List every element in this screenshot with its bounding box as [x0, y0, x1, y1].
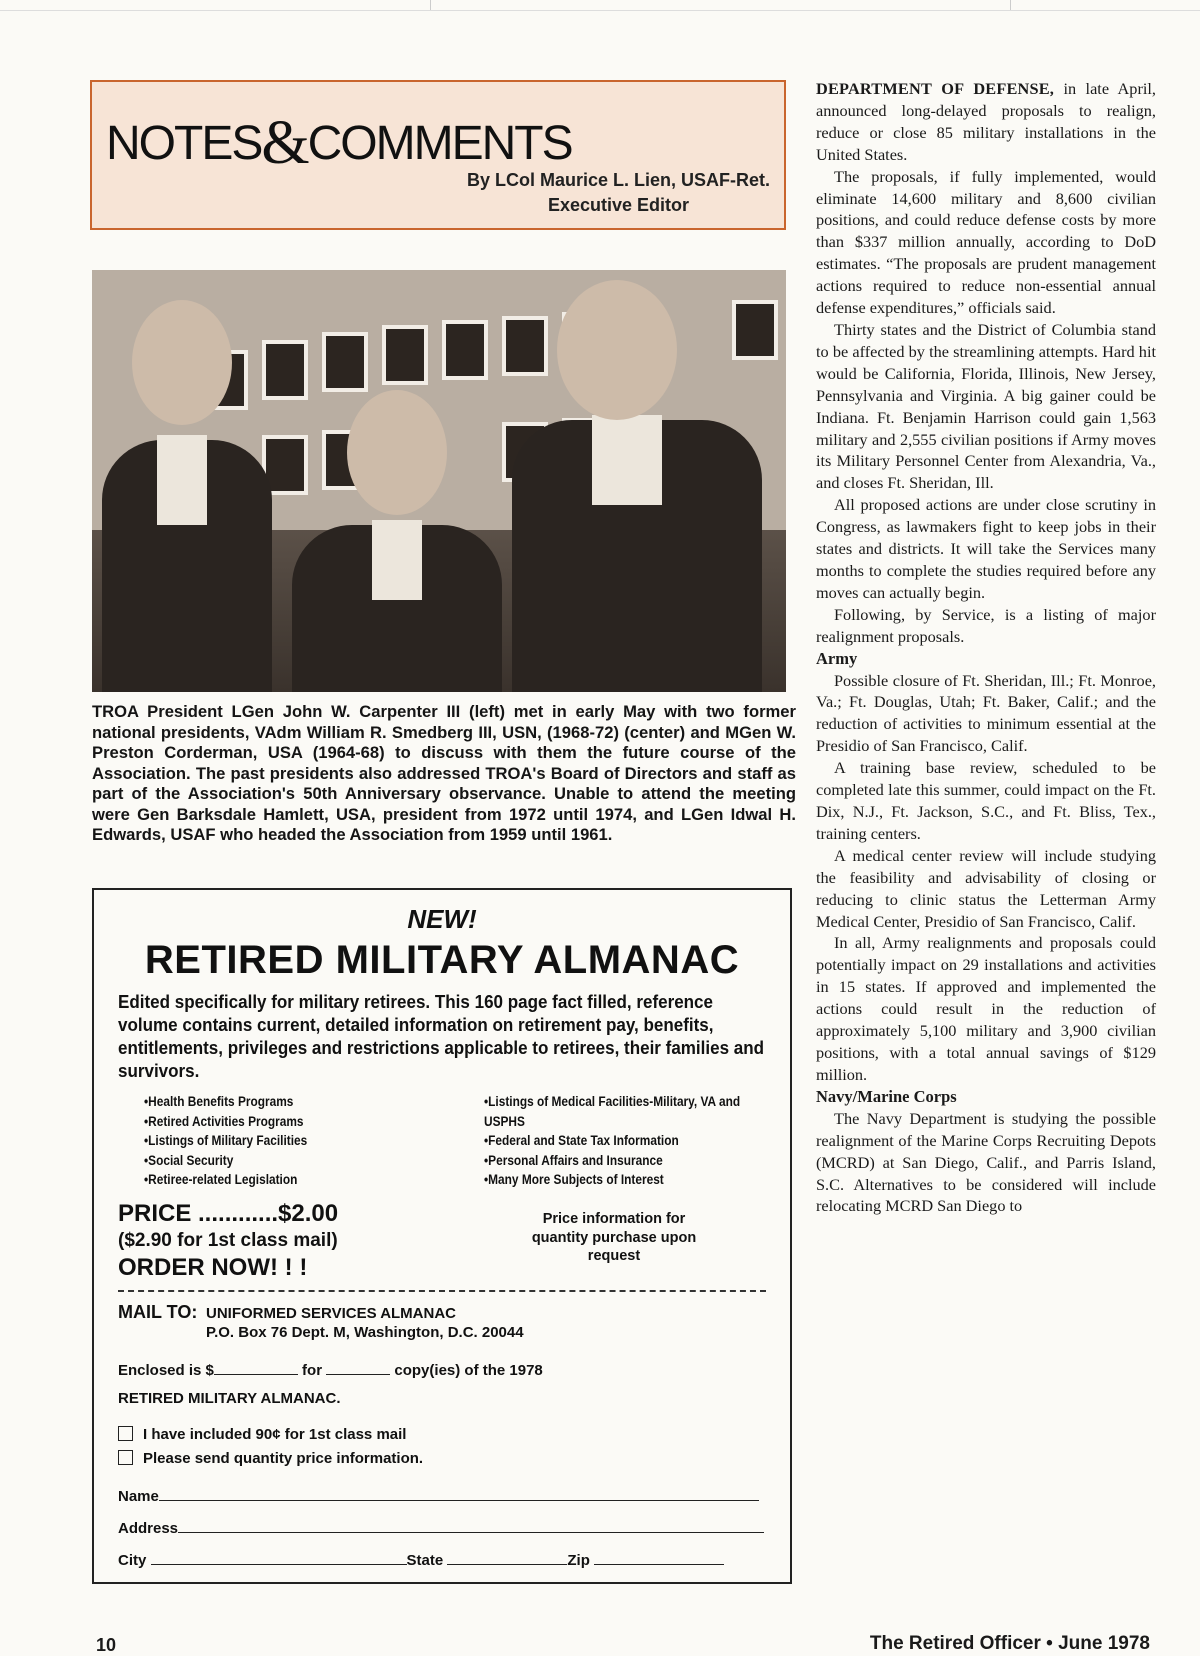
title-ampersand: & [261, 109, 308, 177]
paragraph: All proposed actions are under close scrutiny in Congress, as lawmakers fight to keep jobs in their states and districts. It will take the Services many months to complete the studies required before any moves can actually begin. [816, 495, 1156, 602]
title-notes: NOTES [106, 117, 262, 170]
paragraph: The Navy Department is studying the possible realignment of the Marine Corps Recruiting Depots (MCRD) at San Diego, Calif., and Parris Island, S.C. Alternatives to be considered will include relocating MCRD San Diego to [816, 1108, 1156, 1216]
mail-to-label: MAIL TO: [118, 1302, 198, 1322]
page-number: 10 [96, 1635, 117, 1655]
address-line [118, 1518, 764, 1537]
paragraph: Following, by Service, is a listing of major realignment proposals. [816, 604, 1156, 646]
amount-field[interactable] [214, 1360, 298, 1375]
running-footer: The Retired Officer • June 1978 [869, 1633, 1150, 1654]
paragraph: Possible closure of Ft. Sheridan, Ill.; Ft. Monroe, Va.; Ft. Douglas, Utah; Ft. Baker, Calif.; and the reduction of activities to minimum essential at the Presidio of San Francisco, Calif. [816, 670, 1156, 756]
portrait-frame [502, 316, 548, 376]
ad-description: Edited specifically for military retirees. This 160 page fact filled, reference volume contains current, detailed information on retirement pay, benefits, entitlements, privileges and restrictions applicable to retirees, their families and survivors. [118, 991, 765, 1081]
portrait-frame [382, 325, 428, 385]
column-title [106, 104, 572, 175]
portrait-frame [732, 300, 778, 360]
name-line [118, 1486, 759, 1505]
ad-new-label: NEW! [407, 904, 477, 934]
enclosed-line [118, 1360, 543, 1379]
zip-label: Zip [567, 1552, 590, 1569]
trim-mark [430, 0, 431, 10]
list-item: • Social Security [144, 1151, 373, 1171]
person-center-head [347, 390, 447, 515]
list-item: • Listings of Medical Facilities-Military, VA and USPHS [484, 1092, 774, 1131]
features-right [484, 1092, 774, 1190]
enclosed-label: Enclosed is $ [118, 1362, 214, 1379]
article-column [816, 78, 1156, 1217]
top-trim [0, 0, 1200, 11]
name-field[interactable] [159, 1486, 759, 1501]
form-title: RETIRED MILITARY ALMANAC. [118, 1390, 341, 1407]
person-right-shirt [592, 415, 662, 505]
checkbox[interactable] [118, 1450, 133, 1465]
checkbox-label: I have included 90¢ for 1st class mail [143, 1426, 407, 1443]
paragraph: Thirty states and the District of Columbia stand to be affected by the streamlining attempts. Hard hit would be California, Florida, Illinois, New Jersey, Pennsylvania and Virginia. A big gainer could be Indiana. Ft. Benjamin Harrison could gain 1,563 military and 2,555 civilian positions if Army moves its Military Personnel Center from Alexandria, Va., and closes Ft. Sheridan, Ill. [816, 319, 1156, 493]
photo-caption: TROA President LGen John W. Carpenter III (left) met in early May with two former national presidents, VAdm William R. Smedberg III, USN, (1968-72) (center) and MGen W. Preston Corderman, USA (1964-68) to discuss with them the future course of the Association. The past presidents also addressed TROA's Board of Directors and staff as part of the Association's 50th Anniversary observance. Unable to attend the meeting were Gen Barksdale Hamlett, USA, president from 1972 until 1974, and LGen Idwal H. Edwards, USAF who headed the Association from 1959 until 1961. [92, 702, 796, 844]
features-left [144, 1092, 373, 1190]
list-item: • Listings of Military Facilities [144, 1131, 373, 1151]
trim-mark [1010, 0, 1011, 10]
list-item: • Health Benefits Programs [144, 1092, 373, 1112]
city-line [118, 1550, 724, 1569]
copies-label: copy(ies) of the 1978 [394, 1362, 543, 1379]
portrait-frame [322, 332, 368, 392]
portrait-frame [262, 340, 308, 400]
byline [467, 168, 770, 218]
paragraph: The proposals, if fully implemented, would eliminate 14,600 military and 8,600 civilian positions, and could reduce defense costs by more than $337 million annually, according to DoD estimates. “The proposals are prudent management actions required to reduce non-essential annual defense expenditures,” officials said. [816, 166, 1156, 318]
list-item: • Federal and State Tax Information [484, 1131, 774, 1151]
address-label: Address [118, 1520, 179, 1537]
paragraph: A medical center review will include studying the feasibility and advisability of closing or reducing to clinic status the Letterman Army Medical Center, Presidio of San Francisco, Calif. [816, 845, 1156, 931]
quantity-info: Price information for quantity purchase upon request [531, 1211, 697, 1264]
column-header-box [90, 80, 786, 230]
quantity-checkbox-row[interactable] [118, 1450, 423, 1467]
person-left-shirt [157, 435, 207, 525]
order-now: ORDER NOW! ! ! [118, 1254, 308, 1281]
state-label: State [406, 1552, 444, 1569]
first-class-checkbox-row[interactable] [118, 1426, 406, 1443]
byline-author: By LCol Maurice L. Lien, USAF-Ret. [466, 170, 770, 190]
price: PRICE ............$2.00 [118, 1200, 339, 1227]
subhead-army: Army [816, 648, 858, 668]
checkbox[interactable] [118, 1426, 133, 1441]
cut-line [118, 1290, 766, 1292]
list-item: • Many More Subjects of Interest [484, 1170, 774, 1190]
group-photo [92, 270, 786, 692]
address-field[interactable] [178, 1518, 764, 1533]
paragraph-text: in late April, announced long-delayed proposals to realign, reduce or close 85 military installations in the United States. [816, 79, 1156, 164]
list-item: • Personal Affairs and Insurance [484, 1151, 774, 1171]
mail-to-address: P.O. Box 76 Dept. M, Washington, D.C. 20044 [206, 1324, 524, 1341]
person-left-head [132, 300, 232, 425]
ad-title: RETIRED MILITARY ALMANAC [144, 938, 740, 982]
paragraph: A training base review, scheduled to be completed late this summer, could impact on the Ft. Dix, N.J., Ft. Jackson, S.C., and Ft. Bliss, Tex., training centers. [816, 758, 1156, 843]
title-comments: COMMENTS [307, 117, 572, 170]
city-label: City [118, 1552, 147, 1569]
checkbox-label: Please send quantity price information. [143, 1450, 424, 1467]
subhead-navy: Navy/Marine Corps [816, 1086, 957, 1106]
paragraph: In all, Army realignments and proposals could potentially impact on 29 installations and activities in 15 states. If approved and implemented the actions could result in the reduction of approximately 5,100 military and 3,900 civilian positions, with a total annual savings of $129 million. [816, 933, 1156, 1084]
list-item: • Retiree-related Legislation [144, 1170, 373, 1190]
name-label: Name [118, 1488, 159, 1505]
price-first-class: ($2.90 for 1st class mail) [118, 1230, 338, 1251]
for-label: for [302, 1362, 323, 1379]
kicker: DEPARTMENT OF DEFENSE, [816, 79, 1055, 98]
paragraph [816, 78, 1156, 166]
portrait-frame [442, 320, 488, 380]
almanac-ad [92, 888, 792, 1584]
state-field[interactable] [447, 1550, 567, 1565]
zip-field[interactable] [594, 1550, 724, 1565]
person-center-shirt [372, 520, 422, 600]
person-right-head [557, 280, 677, 420]
list-item: • Retired Activities Programs [144, 1112, 373, 1132]
city-field[interactable] [151, 1550, 407, 1565]
byline-role: Executive Editor [547, 195, 689, 215]
mail-to-name: UNIFORMED SERVICES ALMANAC [206, 1305, 457, 1322]
copies-field[interactable] [326, 1360, 390, 1375]
